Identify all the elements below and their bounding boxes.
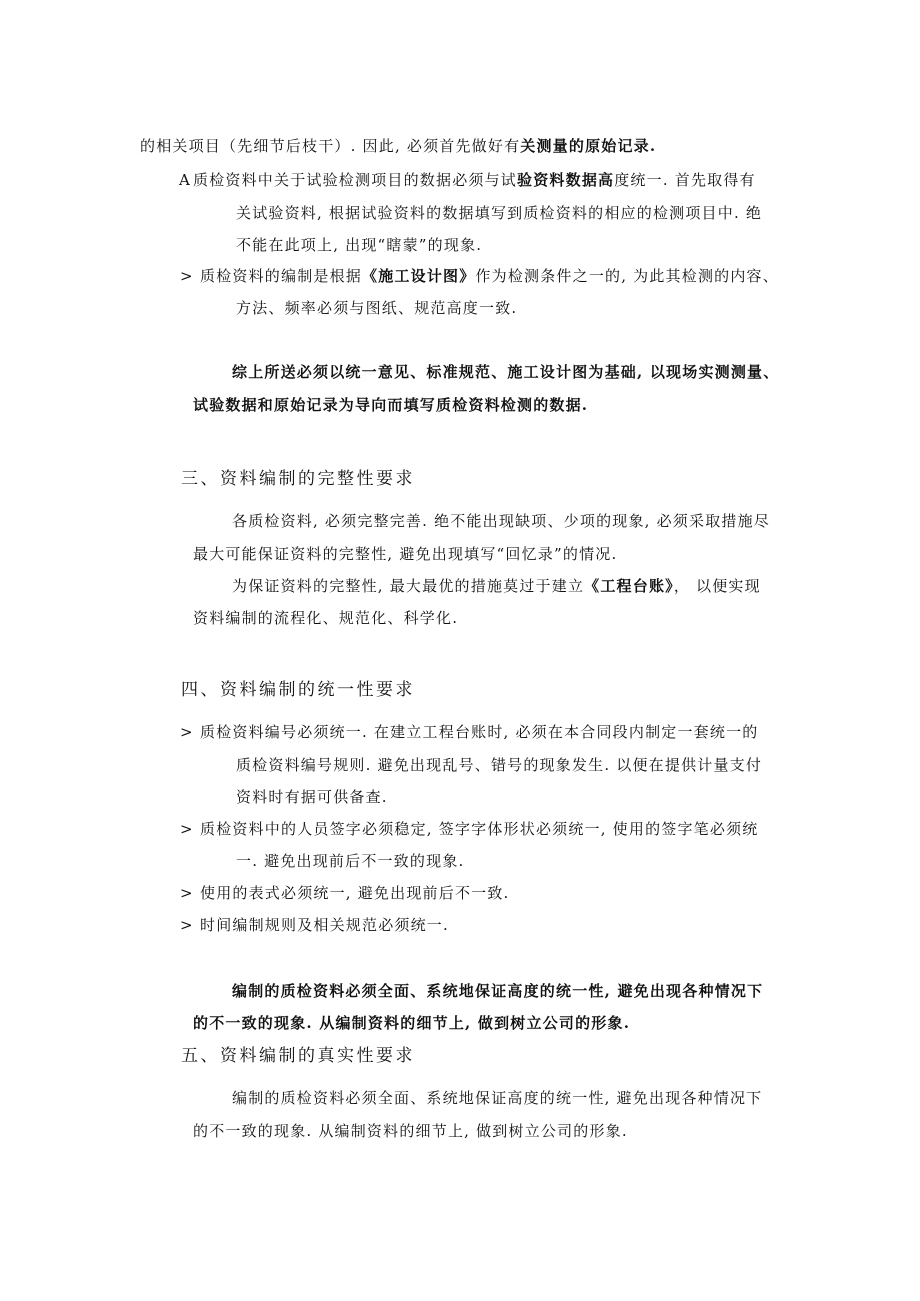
section-4-item-1-marker: > (180, 723, 194, 741)
section-4-heading: 四、资料编制的统一性要求 (181, 680, 415, 700)
summary-2-line-1: 编制的质检资料必须全面、系统地保证高度的统一性, 避免出现各种情况下 (232, 982, 764, 1000)
section-3-p2-text: 为保证资料的完整性, 最大最优的措施莫过于建立 (232, 577, 585, 595)
section-4-item-1-line-3: 资料时有据可供备查. (236, 788, 388, 806)
item-a-marker: A (179, 171, 192, 189)
item-b-bold-text: 《施工设计图》 (362, 267, 476, 285)
section-3-p2-text-end: ， 以便实现 (673, 577, 761, 595)
section-4-item-4-marker: > (180, 916, 194, 934)
section-3-p2-line-1 (232, 576, 761, 596)
section-5-line-2: 的不一致的现象. 从编制资料的细节上, 做到树立公司的形象. (193, 1122, 628, 1140)
item-b-line-2: 方法、频率必须与图纸、规范高度一致. (236, 299, 518, 317)
section-4-item-2-text: 质检资料中的人员签字必须稳定, 签字字体形状必须统一, 使用的签字笔必须统 (200, 820, 759, 838)
section-4-item-1-text: 质检资料编号必须统一. 在建立工程台账时, 必须在本合同段内制定一套统一的 (200, 723, 759, 741)
item-b-line-1 (180, 266, 779, 286)
section-4-item-2-marker: > (180, 820, 194, 838)
item-b-marker: > (180, 267, 194, 285)
section-4-item-1-line-2: 质检资料编号规则. 避免出现乱号、错号的现象发生. 以便在提供计量支付 (236, 756, 763, 774)
section-4-item-3-line-1 (180, 883, 510, 903)
intro-bold-text: 关测量的原始记录. (520, 137, 657, 155)
section-3-p2-bold-text: 《工程台账》 (584, 577, 674, 595)
item-a-text-1: 质检资料中关于试验检测项目的数据必须与试 (193, 171, 518, 189)
section-4-item-4-line-1 (180, 915, 449, 935)
section-4-item-3-text: 使用的表式必须统一, 避免出现前后不一致. (200, 884, 510, 902)
item-a-bold-text: 验资料数据高 (517, 171, 615, 189)
summary-1-line-2: 试验数据和原始记录为导向而填写质检资料检测的数据. (193, 396, 589, 414)
section-5-line-1: 编制的质检资料必须全面、系统地保证高度的统一性, 避免出现各种情况下 (232, 1089, 763, 1107)
item-a-text-1-end: 度统一. 首先取得有 (614, 171, 756, 189)
item-b-text-1-end: 作为检测条件之一的, 为此其检测的内容、 (475, 267, 779, 285)
item-a-line-1 (179, 170, 756, 190)
section-4-item-2-line-2: 一. 避免出现前后不一致的现象. (236, 852, 465, 870)
item-a-line-3: 不能在此项上, 出现“瞎蒙”的现象. (236, 236, 483, 254)
intro-text: 的相关项目（先细节后枝干）. 因此, 必须首先做好有 (140, 137, 521, 155)
summary-1-line-1: 综上所送必须以统一意见、标准规范、施工设计图为基础, 以现场实测测量、 (232, 363, 780, 381)
section-4-item-4-text: 时间编制规则及相关规范必须统一. (200, 916, 449, 934)
item-a-line-2: 关试验资料, 根据试验资料的数据填写到质检资料的相应的检测项目中. 绝 (236, 204, 763, 222)
section-4-item-1-line-1 (180, 722, 758, 742)
section-3-p1-line-1: 各质检资料, 必须完整完善. 绝不能出现缺项、少项的现象, 必须采取措施尽 (232, 512, 771, 530)
section-4-item-3-marker: > (180, 884, 194, 902)
intro-line (140, 136, 656, 156)
section-5-heading: 五、资料编制的真实性要求 (181, 1046, 415, 1066)
item-b-text-1: 质检资料的编制是根据 (200, 267, 363, 285)
section-3-heading: 三、资料编制的完整性要求 (181, 469, 415, 489)
summary-2-line-2: 的不一致的现象. 从编制资料的细节上, 做到树立公司的形象. (193, 1014, 631, 1032)
section-3-p1-line-2: 最大可能保证资料的完整性, 避免出现填写“回忆录”的情况. (193, 545, 618, 563)
section-3-p2-line-2: 资料编制的流程化、规范化、科学化. (193, 609, 459, 627)
section-4-item-2-line-1 (180, 819, 758, 839)
